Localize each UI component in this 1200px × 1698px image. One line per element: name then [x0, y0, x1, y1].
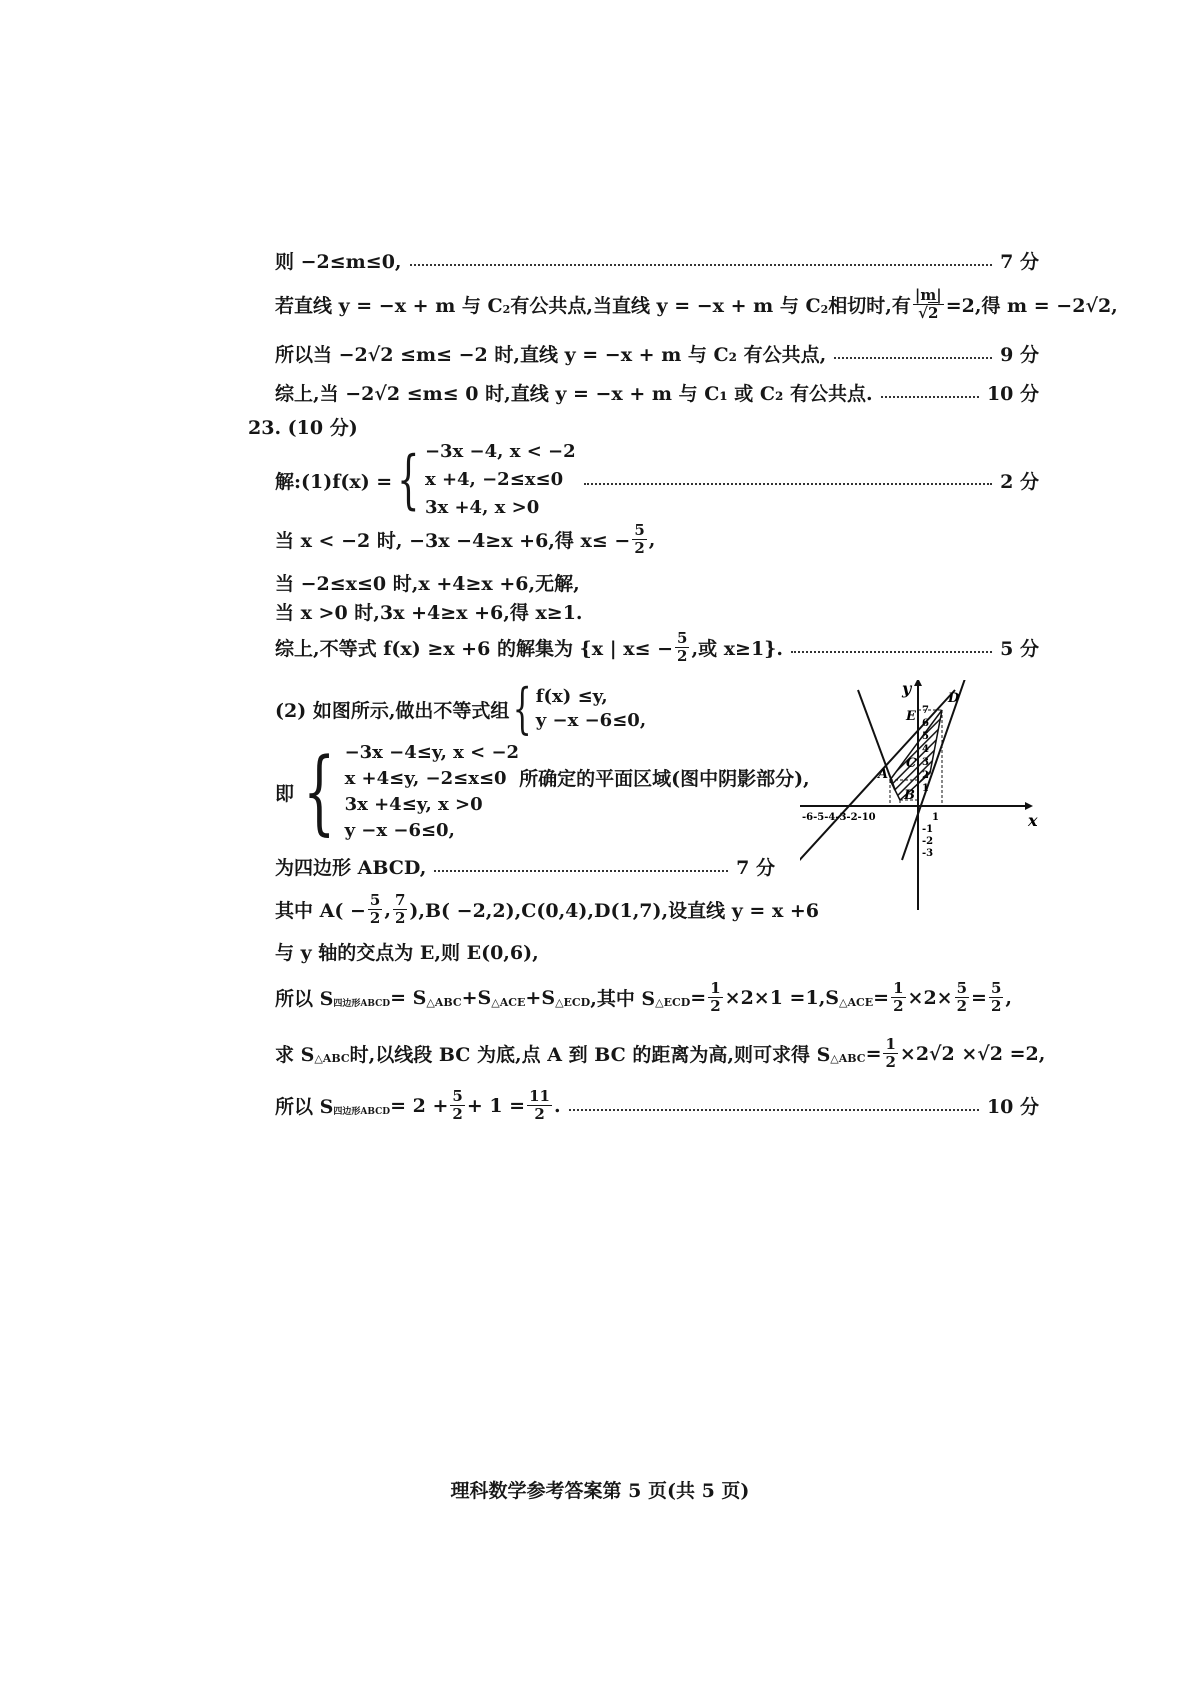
point-label-b: B: [904, 788, 915, 803]
point-e-line: 与 y 轴的交点为 E,则 E(0,6),: [275, 942, 539, 964]
area-decomposition-line: 所以 S 四边形ABCD = S △ABC +S △ACE +S △ECD ,其中 S △ECD = $\frac{1}{2}$ ×2×1 =1,S △ACE = $\frac{1}{2}$ ×2× $\frac{5}{2}$ = $\frac{5}{2}$ ,: [275, 979, 1013, 1016]
dot-leader: [881, 396, 979, 398]
shaded-region-abcd: [890, 710, 942, 800]
x-axis-label: x: [1028, 811, 1038, 830]
point-label-e: E: [906, 709, 916, 724]
left-brace: {: [303, 738, 336, 845]
left-brace: {: [397, 443, 420, 517]
case-line-2: 当 −2≤x≤0 时,x +4≥x +6,无解,: [275, 573, 580, 595]
piecewise-fx: 解:(1)f(x) = { −3x −4, x < −2 x +4, −2≤x≤0 3x +4, x >0 2 分: [275, 441, 1039, 518]
dot-leader: [584, 483, 993, 485]
page-footer: 理科数学参考答案第 5 页(共 5 页): [450, 1480, 750, 1502]
final-area-line: 所以 S 四边形ABCD = 2 + $\frac{5}{2}$ + 1 = $\frac{11}{2}$ . 10 分: [275, 1087, 1039, 1124]
answer-line-1: 则 −2≤m≤0, 7 分: [275, 247, 1039, 274]
svg-text:-1: -1: [922, 824, 934, 835]
score-10: 10 分: [986, 383, 1039, 405]
svg-text:4: 4: [922, 744, 929, 755]
fraction-m-over-root2: $\frac{|m|}{√2}$: [914, 286, 942, 323]
triangle-abc-line: 求 S △ABC 时,以线段 BC 为底,点 A 到 BC 的距离为高,则可求得 S △ABC = $\frac{1}{2}$ ×2√2 ×√2 =2,: [275, 1035, 1046, 1072]
point-label-a: A: [878, 767, 889, 782]
score-7: 7 分: [1000, 251, 1039, 273]
y-axis-label: y: [902, 680, 912, 698]
svg-text:7: 7: [922, 705, 929, 716]
dot-leader: [791, 651, 992, 653]
score-7b: 7 分: [736, 857, 775, 879]
score-5: 5 分: [1000, 638, 1039, 661]
x-axis-arrow: [1025, 802, 1033, 810]
points-line: 其中 A( − $\frac{5}{2}$ , $\frac{7}{2}$ ),B( −2,2),C(0,4),D(1,7),设直线 y = x +6: [275, 891, 820, 928]
svg-text:6: 6: [922, 718, 929, 729]
left-brace: {: [513, 677, 533, 740]
question-23-heading: 23. (10 分): [248, 417, 358, 439]
dot-leader: [434, 870, 728, 872]
case-line-3: 当 x >0 时,3x +4≥x +6,得 x≥1.: [275, 602, 583, 624]
dot-leader: [834, 357, 992, 359]
score-2: 2 分: [1000, 470, 1039, 493]
region-graph: [800, 680, 1040, 910]
solution-set-line: 综上,不等式 f(x) ≥x +6 的解集为 {x | x≤ − $\frac{5}{2}$ ,或 x≥1}. 5 分: [275, 629, 1039, 666]
y-axis-arrow: [914, 680, 922, 686]
svg-text:-2: -2: [922, 836, 934, 847]
case-line-1: 当 x < −2 时, −3x −4≥x +6,得 x≤ − $\frac{5}{2}$ ,: [275, 521, 656, 558]
x-tick-1: 1: [932, 812, 939, 823]
system-of-inequalities: 即 { −3x −4≤y, x < −2 x +4≤y, −2≤x≤0 3x +4≤y, x >0 y −x −6≤0, 所确定的平面区域(图中阴影部分),: [275, 738, 810, 845]
answer-line-3: 所以当 −2√2 ≤m≤ −2 时,直线 y = −x + m 与 C₂ 有公共点, 9 分: [275, 340, 1039, 367]
svg-text:3: 3: [922, 757, 929, 768]
point-label-c: C: [906, 756, 917, 771]
quadrilateral-line: 为四边形 ABCD, 7 分: [275, 853, 775, 880]
score-9: 9 分: [1000, 344, 1039, 366]
part-2-intro: (2) 如图所示,做出不等式组 { f(x) ≤y, y −x −6≤0,: [275, 677, 647, 740]
answer-line-4: 综上,当 −2√2 ≤m≤ 0 时,直线 y = −x + m 与 C₁ 或 C₂ 有公共点. 10 分: [275, 379, 1039, 406]
dot-leader: [410, 264, 993, 266]
score-10b: 10 分: [986, 1096, 1039, 1119]
svg-text:5: 5: [922, 731, 929, 742]
x-tick-labels: -6-5-4-3-2-10: [802, 812, 876, 823]
point-label-d: D: [948, 691, 960, 706]
svg-text:1: 1: [922, 783, 929, 794]
dot-leader: [569, 1109, 979, 1111]
svg-text:-3: -3: [922, 848, 934, 859]
svg-text:2: 2: [922, 770, 929, 781]
answer-line-2: 若直线 y = −x + m 与 C 2 有公共点,当直线 y = −x + m 与 C 2 相切时,有 $\frac{|m|}{√2}$ =2,得 m = −2√2,: [275, 286, 1118, 323]
